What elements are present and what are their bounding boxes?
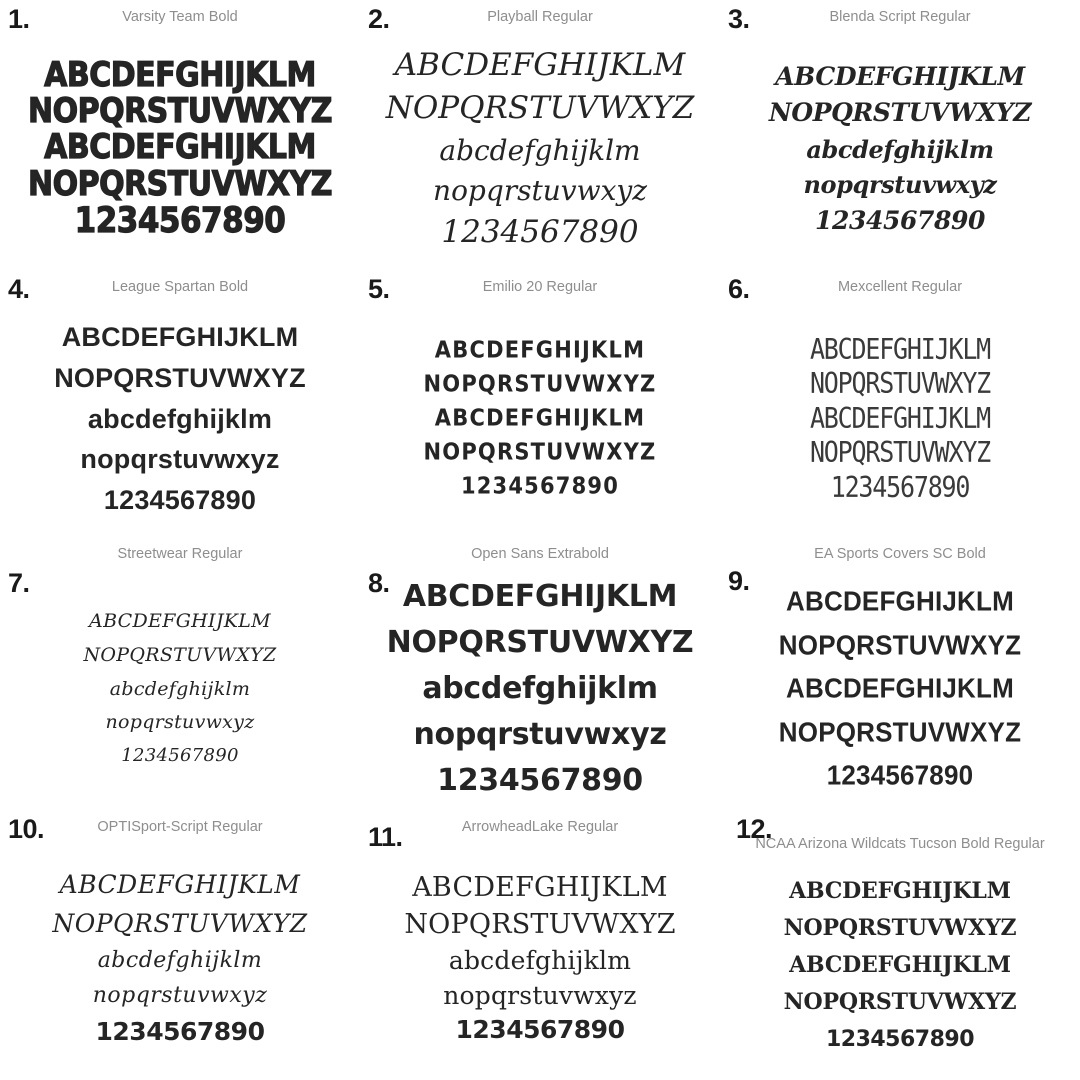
specimen-line-lowercase-2: nopqrstuvwxyz	[803, 170, 997, 200]
specimen-line-lowercase-1: abcdefghijklm	[422, 670, 658, 706]
specimen-font-name: Blenda Script Regular	[829, 9, 971, 25]
specimen-line-lowercase-1: abcdefghijklm	[87, 403, 273, 434]
specimen-line-uppercase-2: NOPQRSTUVWXYZ	[52, 908, 308, 938]
specimen-number: 8.	[368, 568, 390, 598]
specimen-line-lowercase-1: abcdefghijklm	[806, 134, 994, 164]
specimen-line-uppercase-3: ABCDEFGHIJKLM	[789, 951, 1011, 978]
specimen-font-name: League Spartan Bold	[111, 279, 249, 295]
specimen-line-numerals: 1234567890	[815, 205, 985, 235]
specimen-font-name: Playball Regular	[487, 9, 593, 25]
specimen-header	[726, 544, 1074, 596]
specimen-line-uppercase-3: ABCDEFGHIJKLM	[434, 404, 646, 432]
specimen-card-3	[720, 0, 1080, 270]
specimen-card-12	[720, 810, 1080, 1080]
specimen-card-8	[360, 540, 720, 810]
specimen-card-2	[360, 0, 720, 270]
specimen-font-name: EA Sports Covers SC Bold	[814, 546, 986, 562]
specimen-card-9	[720, 540, 1080, 810]
specimen-line-uppercase-1: ABCDEFGHIJKLM	[402, 578, 678, 614]
specimen-number: 3.	[728, 4, 750, 34]
specimen-line-lowercase-2: NOPQRSTUVWXYZ	[27, 164, 333, 204]
specimen-lines	[366, 570, 714, 808]
specimen-line-uppercase-2: NOPQRSTUVWXYZ	[423, 370, 657, 398]
specimen-line-numerals: 1234567890	[121, 745, 239, 767]
specimen-line-uppercase-1: ABCDEFGHIJKLM	[89, 610, 271, 633]
specimen-line-numerals: 1234567890	[455, 1015, 625, 1045]
specimen-line-numerals: 1234567890	[825, 1026, 975, 1052]
specimen-line-uppercase-1: ABCDEFGHIJKLM	[394, 47, 686, 84]
specimen-header	[6, 544, 354, 598]
specimen-line-uppercase-2: NOPQRSTUVWXYZ	[768, 98, 1032, 128]
specimen-font-name: Varsity Team Bold	[122, 9, 238, 25]
specimen-line-lowercase-2: nopqrstuvwxyz	[433, 173, 647, 207]
specimen-card-4	[0, 270, 360, 540]
specimen-card-5	[360, 270, 720, 540]
specimen-card-10	[0, 810, 360, 1080]
specimen-line-lowercase-2: nopqrstuvwxyz	[92, 983, 268, 1009]
specimen-line-uppercase-1: ABCDEFGHIJKLM	[59, 870, 301, 900]
specimen-font-name: Mexcellent Regular	[837, 279, 963, 295]
specimen-line-uppercase-1: ABCDEFGHIJKLM	[434, 336, 646, 364]
specimen-line-uppercase-2: NOPQRSTUVWXYZ	[54, 362, 306, 393]
specimen-card-1	[0, 0, 360, 270]
specimen-line-lowercase-2: nopqrstuvwxyz	[413, 717, 667, 753]
specimen-number: 11.	[368, 822, 403, 852]
specimen-lines	[6, 300, 354, 538]
specimen-line-uppercase-4: NOPQRSTUVWXYZ	[809, 435, 991, 470]
specimen-lines	[726, 570, 1074, 808]
specimen-line-lowercase-1: abcdefghijklm	[448, 946, 632, 976]
specimen-header	[726, 4, 1074, 34]
specimen-line-numerals: 1234567890	[441, 213, 639, 250]
specimen-header	[726, 274, 1074, 304]
specimen-line-uppercase-1: ABCDEFGHIJKLM	[789, 877, 1011, 904]
specimen-line-numerals: 1234567890	[74, 200, 286, 241]
specimen-line-numerals: 1234567890	[830, 470, 970, 504]
specimen-lines	[726, 300, 1074, 538]
specimen-line-lowercase-2: nopqrstuvwxyz	[105, 711, 255, 734]
specimen-line-uppercase-1: ABCDEFGHIJKLM	[809, 332, 991, 366]
specimen-line-lowercase-2: nopqrstuvwxyz	[80, 444, 280, 475]
specimen-card-11	[360, 810, 720, 1080]
specimen-line-uppercase-1: ABCDEFGHIJKLM	[412, 872, 668, 904]
specimen-header	[366, 4, 714, 34]
specimen-line-uppercase-3: ABCDEFGHIJKLM	[809, 401, 991, 435]
specimen-lines	[726, 30, 1074, 268]
specimen-line-numerals: 1234567890	[103, 485, 257, 516]
specimen-number: 4.	[8, 274, 30, 304]
specimen-line-uppercase-1: ABCDEFGHIJKLM	[775, 61, 1025, 91]
specimen-header	[726, 814, 1074, 853]
specimen-number: 7.	[8, 568, 30, 598]
specimen-lines	[6, 30, 354, 268]
specimen-header	[366, 274, 714, 304]
specimen-line-lowercase-1: abcdefghijklm	[97, 948, 263, 974]
specimen-line-uppercase-2: NOPQRSTUVWXYZ	[385, 90, 695, 127]
specimen-line-uppercase-2: NOPQRSTUVWXYZ	[783, 914, 1017, 941]
specimen-line-lowercase-1: abcdefghijklm	[109, 677, 251, 700]
specimen-line-uppercase-2: NOPQRSTUVWXYZ	[27, 91, 333, 132]
specimen-font-name: OPTISport-Script Regular	[97, 819, 263, 835]
specimen-font-name: Streetwear Regular	[117, 546, 243, 562]
specimen-header	[6, 274, 354, 304]
specimen-number: 2.	[368, 4, 390, 34]
specimen-lines	[366, 30, 714, 268]
specimen-line-uppercase-1: ABCDEFGHIJKLM	[786, 585, 1014, 617]
specimen-lines	[6, 570, 354, 808]
specimen-line-numerals: 1234567890	[826, 759, 974, 792]
specimen-line-lowercase-1: abcdefghijklm	[439, 133, 641, 167]
specimen-lines	[726, 853, 1074, 1078]
specimen-header	[366, 814, 714, 852]
specimen-number: 12.	[736, 814, 773, 844]
specimen-header	[6, 814, 354, 844]
specimen-line-uppercase-2: NOPQRSTUVWXYZ	[83, 644, 277, 667]
specimen-number: 6.	[728, 274, 750, 304]
specimen-line-uppercase-1: ABCDEFGHIJKLM	[44, 55, 316, 95]
specimen-line-numerals: 1234567890	[460, 472, 620, 500]
specimen-lines	[366, 840, 714, 1078]
specimen-line-uppercase-2: NOPQRSTUVWXYZ	[386, 624, 694, 660]
specimen-header	[6, 4, 354, 34]
specimen-number: 1.	[8, 4, 30, 34]
specimen-card-7	[0, 540, 360, 810]
specimen-line-lowercase-2: nopqrstuvwxyz	[443, 980, 637, 1010]
specimen-lines	[6, 840, 354, 1078]
specimen-line-uppercase-2: NOPQRSTUVWXYZ	[404, 909, 676, 941]
specimen-number: 5.	[368, 274, 390, 304]
specimen-font-name: ArrowheadLake Regular	[461, 819, 619, 835]
specimen-font-name: Emilio 20 Regular	[482, 279, 598, 295]
specimen-line-uppercase-4: NOPQRSTUVWXYZ	[423, 438, 657, 466]
specimen-line-uppercase-4: NOPQRSTUVWXYZ	[778, 716, 1022, 748]
specimen-line-uppercase-4: NOPQRSTUVWXYZ	[783, 988, 1017, 1015]
specimen-line-uppercase-3: ABCDEFGHIJKLM	[786, 672, 1014, 704]
specimen-line-numerals: 1234567890	[95, 1017, 265, 1047]
specimen-line-uppercase-2: NOPQRSTUVWXYZ	[809, 366, 991, 401]
specimen-line-numerals: 1234567890	[437, 763, 643, 799]
specimen-number: 9.	[728, 566, 750, 596]
specimen-lines	[366, 300, 714, 538]
specimen-line-uppercase-1: ABCDEFGHIJKLM	[61, 322, 299, 353]
specimen-line-uppercase-2: NOPQRSTUVWXYZ	[778, 628, 1022, 661]
specimen-card-6	[720, 270, 1080, 540]
specimen-number: 10.	[8, 814, 45, 844]
specimen-font-name: Open Sans Extrabold	[471, 546, 609, 562]
specimen-line-lowercase-1: ABCDEFGHIJKLM	[44, 128, 316, 168]
specimen-font-name: NCAA Arizona Wildcats Tucson Bold Regular	[755, 836, 1045, 852]
